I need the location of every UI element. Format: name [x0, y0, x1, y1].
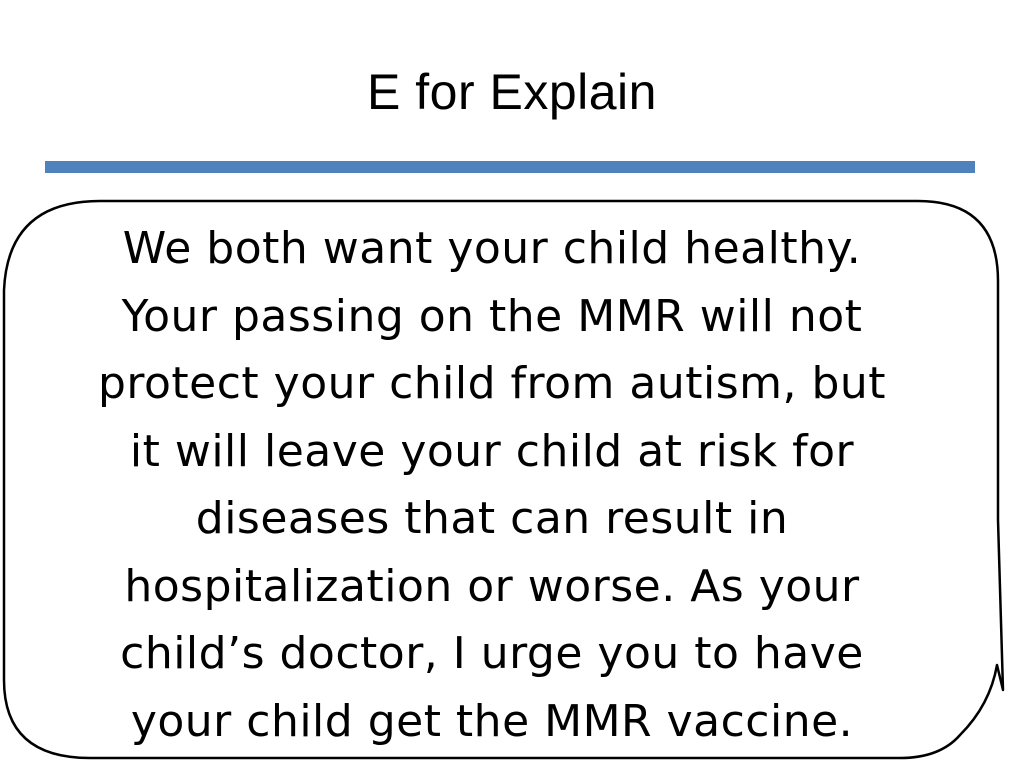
callout-line: protect your child from autism, but	[97, 358, 887, 409]
callout-line: your child get the MMR vaccine.	[130, 695, 854, 747]
callout-line: hospitalization or worse. As your	[124, 560, 860, 612]
callout-line: it will leave your child at risk for	[129, 425, 855, 477]
callout-line: diseases that can result in	[195, 493, 789, 544]
callout-text	[12, 215, 972, 755]
callout-line: We both want your child healthy.	[122, 223, 862, 274]
slide-title: E for Explain	[367, 64, 657, 120]
callout-line: Your passing on the MMR will not	[121, 290, 863, 342]
callout-line: child’s doctor, I urge you to have	[120, 628, 864, 679]
